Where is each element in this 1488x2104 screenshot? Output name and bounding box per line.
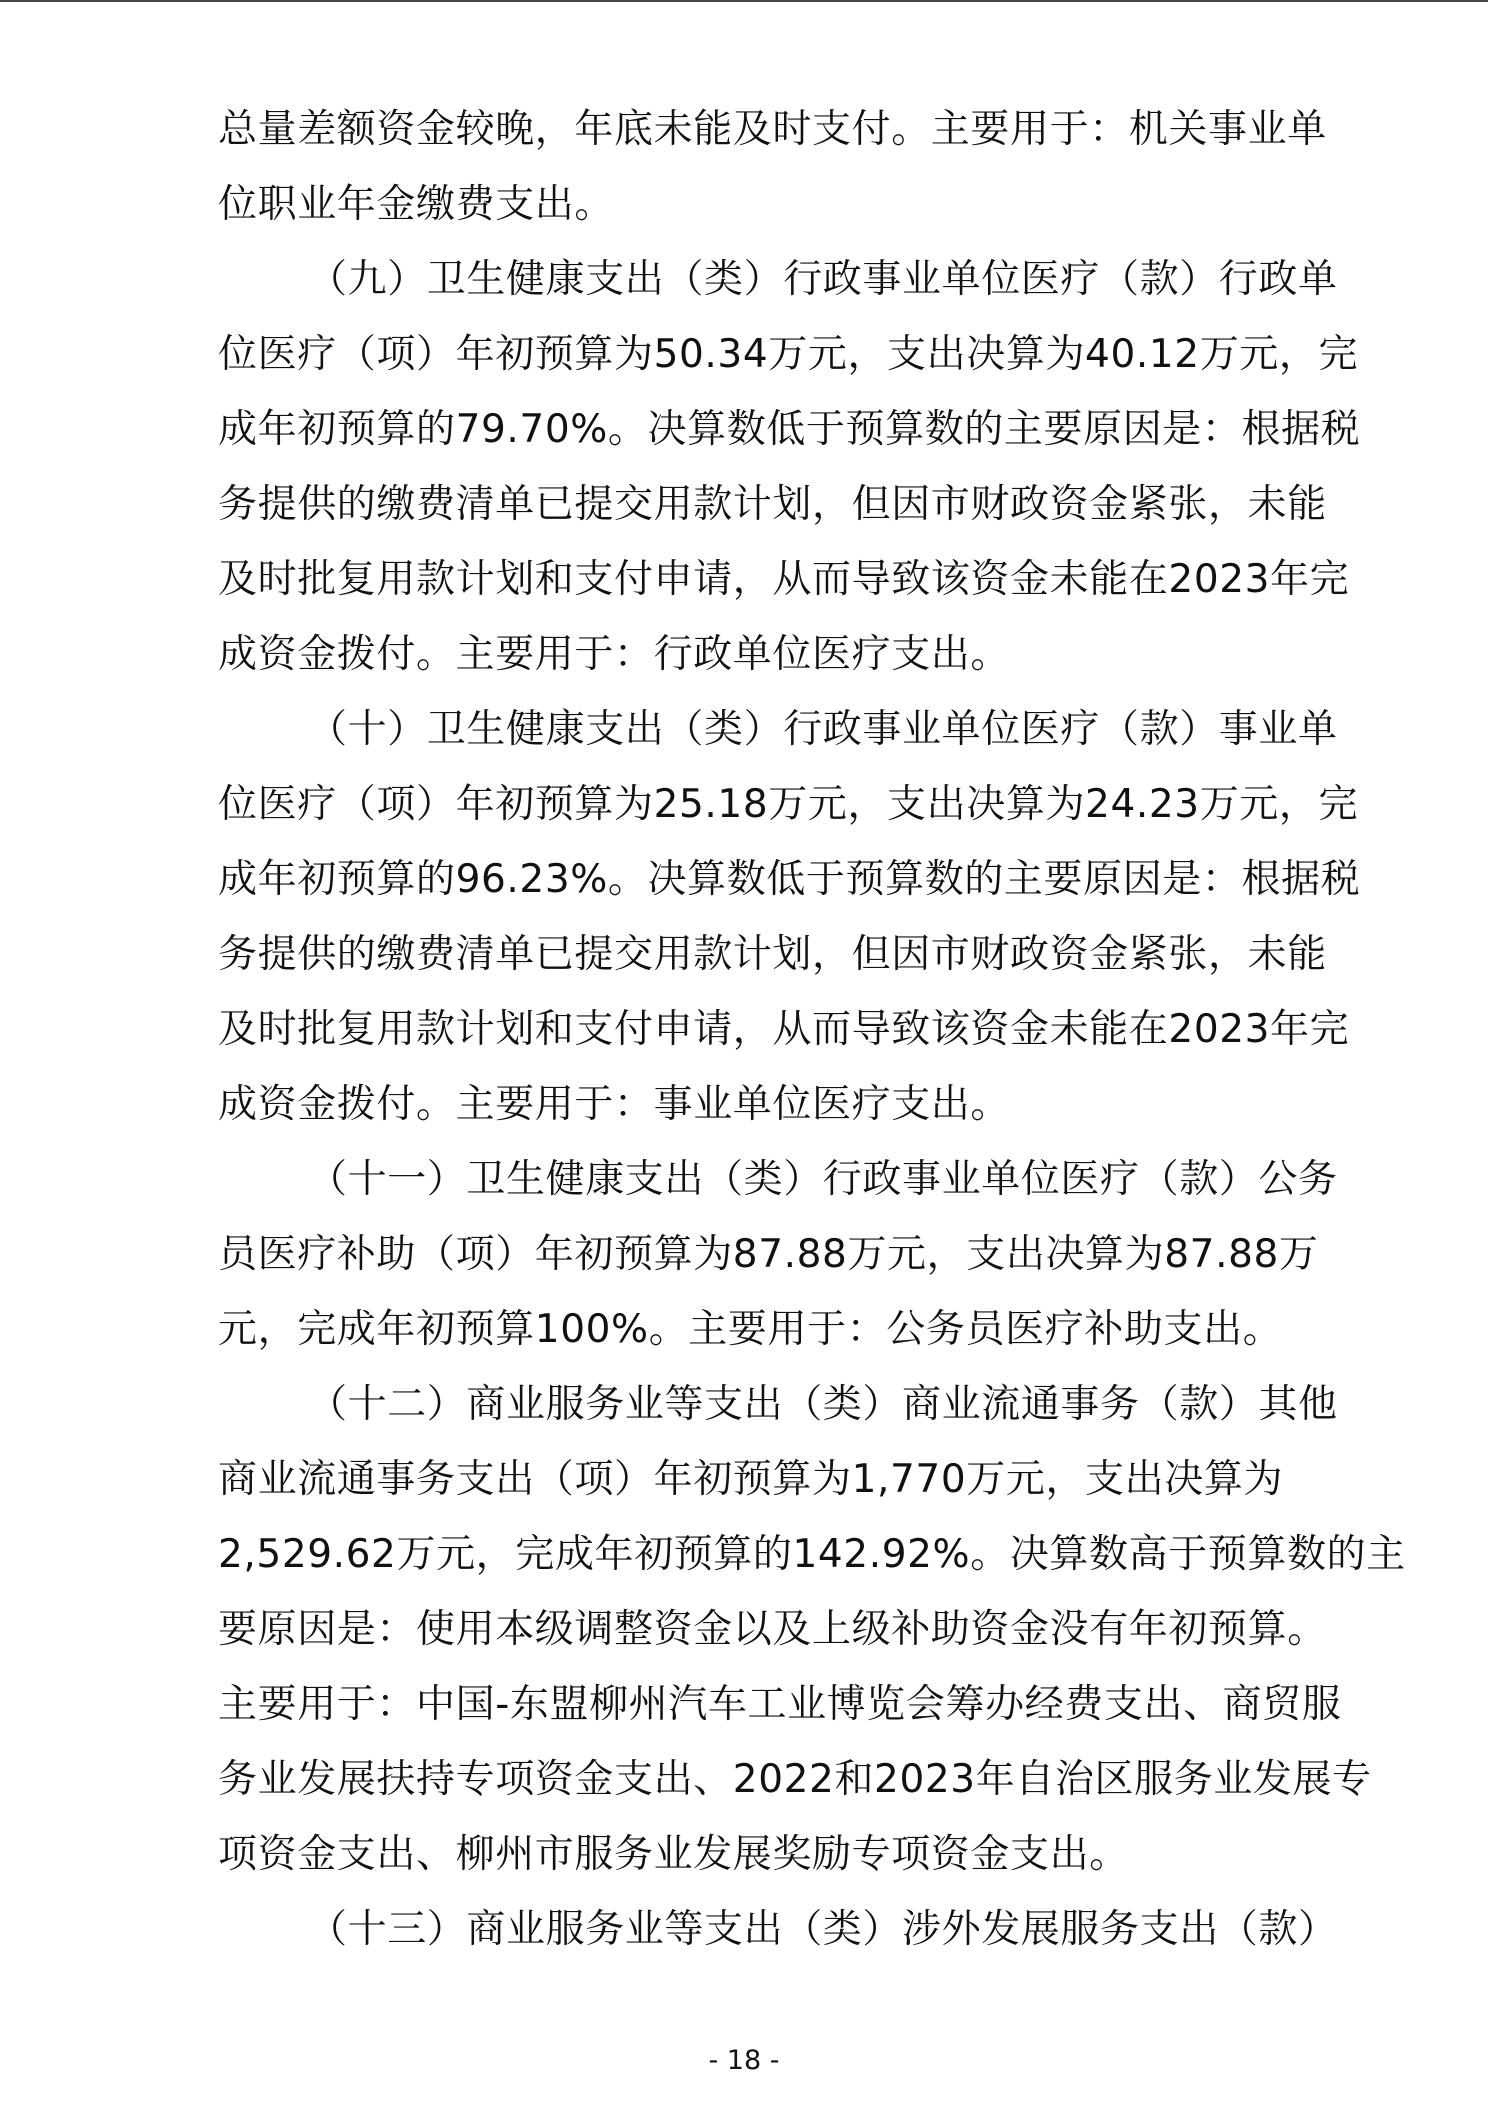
document-body [218,92,1406,1967]
text-line: 成资金拨付。主要用于：行政单位医疗支出。 [218,632,1011,677]
paragraph-heading-10: （十）卫生健康支出（类）行政事业单位医疗（款）事业单 [308,707,1338,752]
text-line: 总量差额资金较晚，年底未能及时支付。主要用于：机关事业单 [218,107,1327,152]
text-line: 商业流通事务支出（项）年初预算为1,770万元，支出决算为 [218,1457,1284,1502]
paragraph-heading-12: （十二）商业服务业等支出（类）商业流通事务（款）其他 [308,1382,1338,1427]
page-top-border [0,0,1488,2]
text-line: 务业发展扶持专项资金支出、2022和2023年自治区服务业发展专 [218,1757,1372,1802]
text-line: 位职业年金缴费支出。 [218,182,615,227]
text-line: 成年初预算的96.23%。决算数低于预算数的主要原因是：根据税 [218,857,1361,902]
text-line: 元，完成年初预算100%。主要用于：公务员医疗补助支出。 [218,1307,1283,1352]
text-line: 务提供的缴费清单已提交用款计划，但因市财政资金紧张，未能 [218,932,1327,977]
page-number: - 18 - [708,2045,780,2076]
text-line: 项资金支出、柳州市服务业发展奖励专项资金支出。 [218,1832,1129,1877]
text-line: 位医疗（项）年初预算为25.18万元，支出决算为24.23万元，完 [218,782,1359,827]
text-line: 位医疗（项）年初预算为50.34万元，支出决算为40.12万元，完 [218,332,1359,377]
text-line: 务提供的缴费清单已提交用款计划，但因市财政资金紧张，未能 [218,482,1327,527]
text-line: 成资金拨付。主要用于：事业单位医疗支出。 [218,1082,1011,1127]
paragraph-heading-11: （十一）卫生健康支出（类）行政事业单位医疗（款）公务 [308,1157,1338,1202]
text-line: 及时批复用款计划和支付申请，从而导致该资金未能在2023年完 [218,557,1350,602]
text-line: 员医疗补助（项）年初预算为87.88万元，支出决算为87.88万 [218,1232,1319,1277]
paragraph-heading-9: （九）卫生健康支出（类）行政事业单位医疗（款）行政单 [308,257,1338,302]
text-line: 主要用于：中国-东盟柳州汽车工业博览会筹办经费支出、商贸服 [218,1682,1342,1727]
text-line: 成年初预算的79.70%。决算数低于预算数的主要原因是：根据税 [218,407,1361,452]
text-line: 要原因是：使用本级调整资金以及上级补助资金没有年初预算。 [218,1607,1327,1652]
text-line: 2,529.62万元，完成年初预算的142.92%。决算数高于预算数的主 [218,1532,1406,1577]
text-line: 及时批复用款计划和支付申请，从而导致该资金未能在2023年完 [218,1007,1350,1052]
paragraph-heading-13: （十三）商业服务业等支出（类）涉外发展服务支出（款） [308,1907,1338,1952]
